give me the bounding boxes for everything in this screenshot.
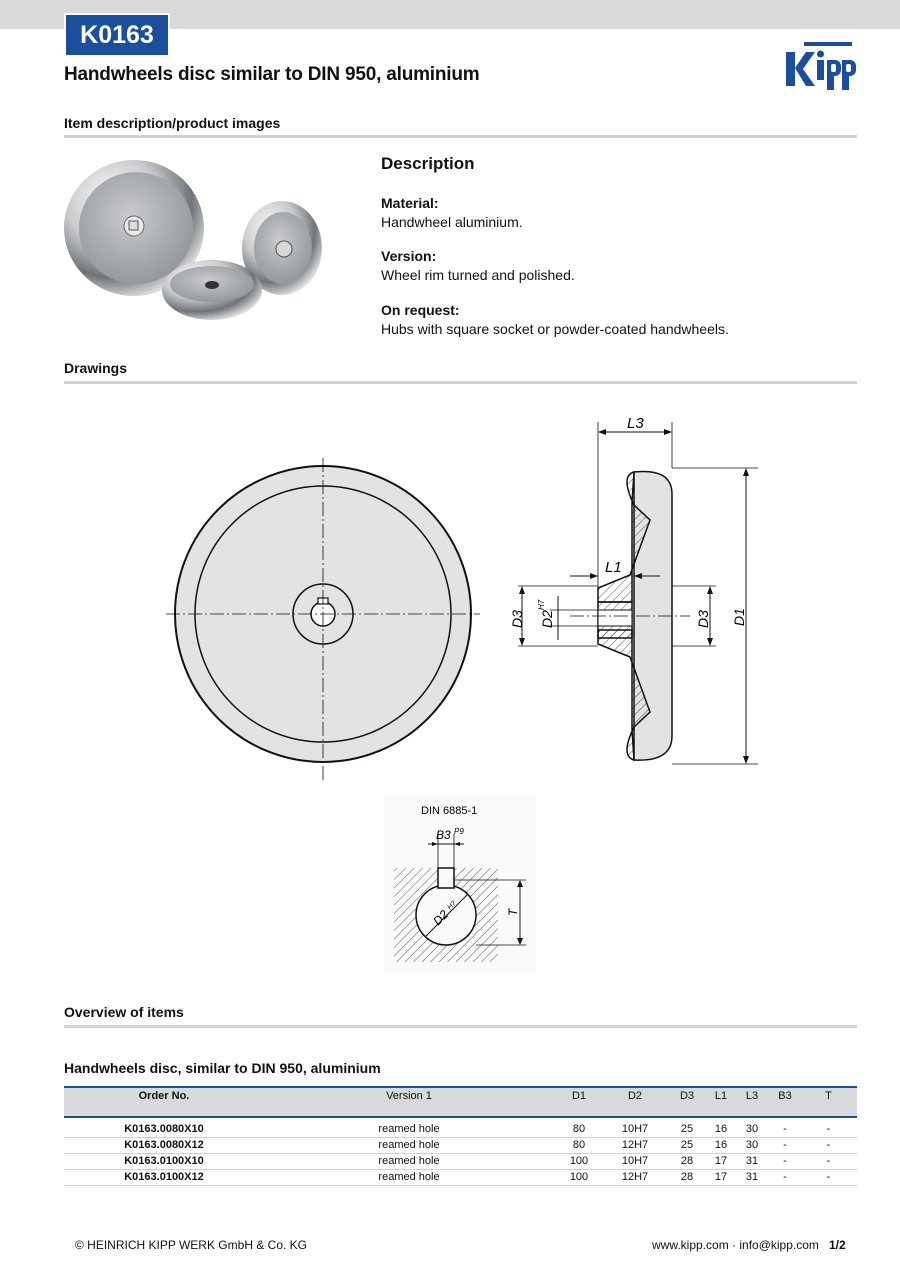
version-text: Wheel rim turned and polished. — [381, 267, 575, 283]
dim-label-l3: L3 — [627, 415, 644, 432]
cell-b3: - — [783, 1155, 787, 1167]
on-request-label: On request: — [381, 302, 460, 318]
table-row — [64, 1121, 857, 1137]
keyway-detail-drawing — [384, 796, 536, 972]
cell-order-no[interactable]: K0163.0080X10 — [124, 1122, 204, 1135]
technical-drawing — [150, 410, 890, 790]
divider — [64, 381, 857, 384]
cell-l3: 30 — [745, 1139, 759, 1151]
dim-label-b3-tolerance: P9 — [454, 827, 464, 836]
cell-d3: 25 — [680, 1139, 694, 1151]
section-heading-overview: Overview of items — [64, 1004, 184, 1020]
cell-l3: 31 — [745, 1171, 759, 1183]
material-text: Handwheel aluminium. — [381, 214, 523, 230]
cell-d2: 10H7 — [621, 1155, 649, 1167]
table-header-row — [64, 1087, 857, 1117]
cell-version: reamed hole — [378, 1139, 440, 1151]
dim-label-d2-keyway: D2 — [430, 907, 451, 929]
col-header-l3: L3 — [745, 1090, 759, 1102]
cell-d2: 10H7 — [621, 1122, 649, 1135]
cell-d3: 28 — [680, 1155, 694, 1167]
cell-t: - — [826, 1122, 831, 1135]
cell-version: reamed hole — [378, 1122, 440, 1135]
material-block — [381, 194, 523, 232]
cell-l1: 16 — [714, 1122, 728, 1135]
cell-t: - — [826, 1171, 831, 1183]
dim-label-b3: B3 — [436, 828, 451, 842]
product-code-badge: K0163 — [64, 13, 170, 57]
cell-d3: 28 — [680, 1171, 694, 1183]
version-block — [381, 247, 575, 285]
dim-label-l1: L1 — [605, 559, 622, 576]
dim-label-d2: D2 — [539, 610, 555, 628]
col-header-t: T — [825, 1090, 832, 1102]
cell-l3: 31 — [745, 1155, 759, 1167]
col-header-b3: B3 — [778, 1090, 792, 1102]
cell-d1: 100 — [569, 1155, 589, 1167]
cell-l3: 30 — [745, 1122, 759, 1135]
page-title: Handwheels disc similar to DIN 950, aluminium — [64, 64, 480, 85]
cell-order-no[interactable]: K0163.0100X12 — [124, 1171, 204, 1183]
col-header-order-no: Order No. — [138, 1090, 190, 1102]
dim-label-d2-keyway-tolerance: H7 — [446, 900, 458, 912]
version-label: Version: — [381, 248, 437, 264]
section-heading-item-description: Item description/product images — [64, 115, 281, 131]
product-image — [64, 152, 326, 324]
cell-version: reamed hole — [378, 1155, 440, 1167]
cell-l1: 17 — [714, 1171, 728, 1183]
cell-b3: - — [783, 1139, 787, 1151]
table-title: Handwheels disc, similar to DIN 950, aluminium — [64, 1060, 381, 1076]
dim-label-d3-right: D3 — [695, 610, 711, 628]
cell-b3: - — [783, 1122, 787, 1135]
dim-label-d3-left: D3 — [509, 610, 525, 628]
cell-b3: - — [783, 1171, 787, 1183]
on-request-text: Hubs with square socket or powder-coated handwheels. — [381, 321, 729, 337]
cell-version: reamed hole — [378, 1171, 440, 1183]
cell-l1: 16 — [714, 1139, 728, 1151]
cell-d2: 12H7 — [621, 1171, 649, 1183]
cell-l1: 17 — [714, 1155, 728, 1167]
cell-t: - — [826, 1139, 831, 1151]
table-row — [64, 1169, 857, 1185]
description-title: Description — [381, 154, 475, 173]
divider — [64, 1025, 857, 1028]
footer-page-number: 1/2 — [829, 1238, 846, 1252]
footer-copyright: © HEINRICH KIPP WERK GmbH & Co. KG — [75, 1238, 307, 1252]
cell-d3: 25 — [680, 1122, 694, 1135]
col-header-d3: D3 — [679, 1090, 695, 1102]
section-heading-drawings: Drawings — [64, 360, 128, 376]
footer-contact[interactable]: www.kipp.com · info@kipp.com — [652, 1238, 819, 1252]
col-header-d1: D1 — [571, 1090, 587, 1102]
material-label: Material: — [381, 195, 439, 211]
col-header-version: Version 1 — [386, 1090, 432, 1102]
items-table — [64, 1086, 857, 1186]
cell-d1: 100 — [569, 1171, 589, 1183]
table-row — [64, 1137, 857, 1153]
dim-label-t: T — [506, 908, 520, 916]
table-row — [64, 1153, 857, 1169]
dim-label-d1: D1 — [731, 608, 747, 626]
cell-d1: 80 — [572, 1139, 586, 1151]
col-header-d2: D2 — [627, 1090, 643, 1102]
cell-order-no[interactable]: K0163.0080X12 — [124, 1139, 204, 1151]
cell-t: - — [826, 1155, 831, 1167]
kipp-logo — [784, 38, 858, 92]
divider — [64, 135, 857, 138]
cell-order-no[interactable]: K0163.0100X10 — [124, 1155, 204, 1167]
dim-label-d2-tolerance: H7 — [537, 599, 546, 610]
on-request-block — [381, 301, 729, 339]
din-label: DIN 6885-1 — [421, 805, 478, 817]
col-header-l1: L1 — [714, 1090, 728, 1102]
cell-d2: 12H7 — [621, 1139, 649, 1151]
cell-d1: 80 — [572, 1122, 586, 1135]
